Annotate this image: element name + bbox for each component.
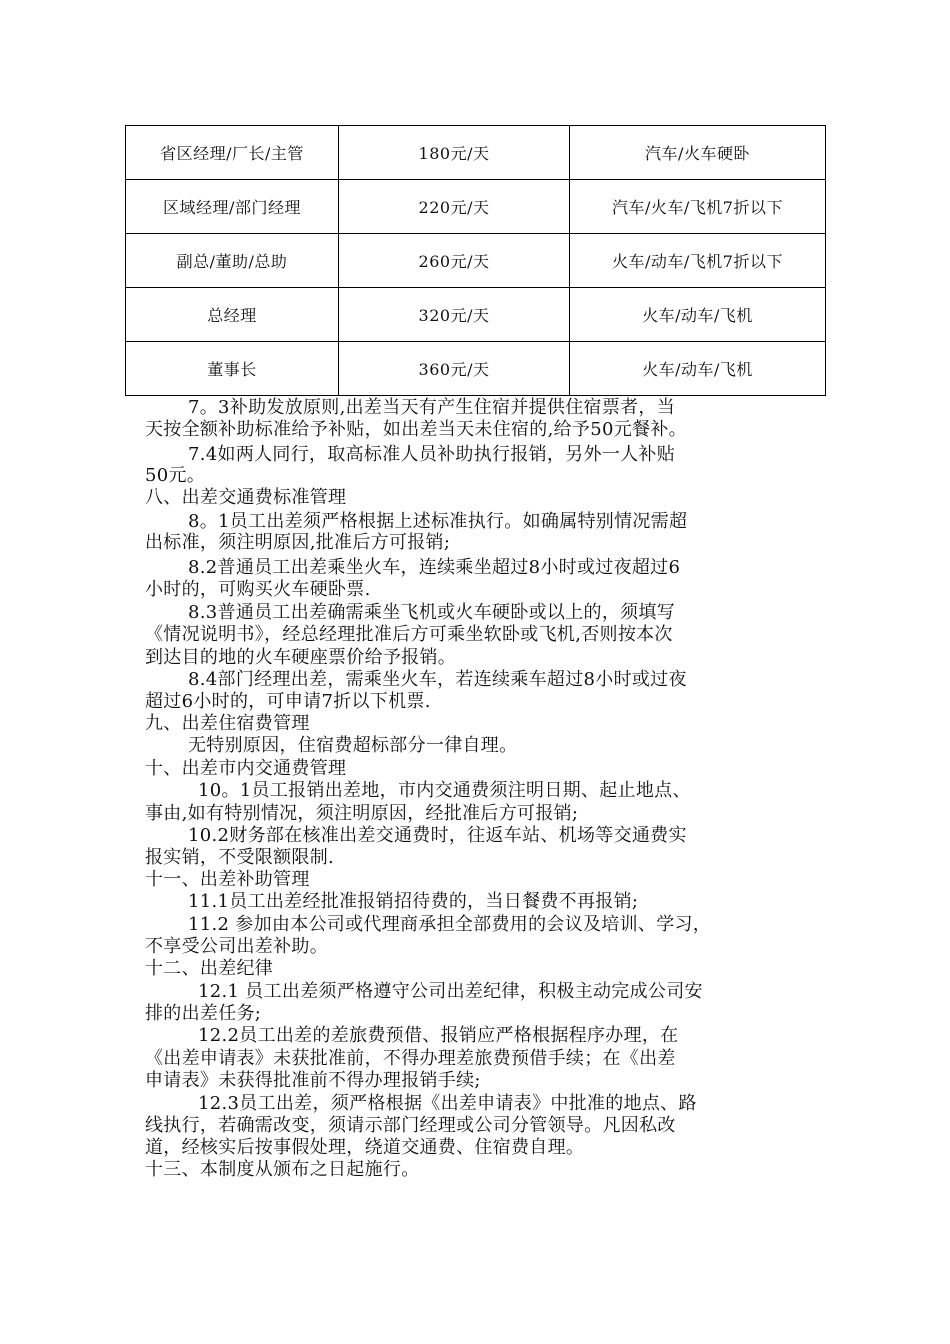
text-line: 无特别原因，住宿费超标部分一律自理。: [188, 735, 518, 756]
text-line: 十、出差市内交通费管理: [145, 758, 347, 779]
text-line: 10.2财务部在核准出差交通费时，往返车站、机场等交通费实: [188, 825, 687, 846]
table-cell-transport: 火车/动车/飞机: [570, 342, 826, 396]
text-line: 八、出差交通费标准管理: [145, 487, 347, 508]
text-line: 《出差申请表》未获批准前，不得办理差旅费预借手续；在《出差: [145, 1048, 676, 1069]
table-cell-position: 省区经理/厂长/主管: [126, 126, 339, 180]
text-line: 11.2 参加由本公司或代理商承担全部费用的会议及培训、学习，: [188, 914, 712, 935]
text-line: 12.2员工出差的差旅费预借、报销应严格根据程序办理，在: [198, 1025, 679, 1046]
table-cell-position: 总经理: [126, 288, 339, 342]
text-line: 天按全额补助标准给予补贴，如出差当天未住宿的,给予50元餐补。: [145, 419, 687, 440]
text-line: 10。1员工报销出差地，市内交通费须注明日期、起止地点、: [198, 780, 691, 801]
table-row: [126, 180, 826, 234]
text-line: 小时的，可购买火车硬卧票.: [145, 579, 371, 600]
table-row: [126, 288, 826, 342]
text-line: 十二、出差纪律: [145, 958, 274, 979]
text-line: 道，经核实后按事假处理，绕道交通费、住宿费自理。: [145, 1137, 585, 1158]
text-line: 不享受公司出差补助。: [145, 936, 328, 957]
text-line: 8.3普通员工出差确需乘坐飞机或火车硬卧或以上的，须填写: [188, 602, 676, 623]
table-cell-position: 董事长: [126, 342, 339, 396]
table-cell-allowance: 260元/天: [339, 234, 570, 288]
table-cell-allowance: 360元/天: [339, 342, 570, 396]
allowance-table: [125, 125, 826, 396]
text-line: 九、出差住宿费管理: [145, 713, 310, 734]
table-cell-position: 副总/董助/总助: [126, 234, 339, 288]
table-cell-transport: 汽车/火车/飞机7折以下: [570, 180, 826, 234]
text-line: 11.1员工出差经批准报销招待费的，当日餐费不再报销;: [188, 891, 639, 912]
text-line: 申请表》未获得批准前不得办理报销手续;: [145, 1070, 481, 1091]
text-line: 8.4部门经理出差，需乘坐火车，若连续乘车超过8小时或过夜: [188, 669, 687, 690]
text-line: 排的出差任务;: [145, 1003, 262, 1024]
table-cell-allowance: 180元/天: [339, 126, 570, 180]
text-line: 事由,如有特别情况，须注明原因，经批准后方可报销;: [145, 803, 579, 824]
text-line: 到达目的地的火车硬座票价给予报销。: [145, 647, 457, 668]
table-cell-transport: 火车/动车/飞机: [570, 288, 826, 342]
table-row: [126, 342, 826, 396]
table-row: [126, 234, 826, 288]
text-line: 12.1 员工出差须严格遵守公司出差纪律，积极主动完成公司安: [198, 981, 703, 1002]
text-line: 50元。: [145, 465, 206, 486]
text-line: 7.4如两人同行，取高标准人员补助执行报销，另外一人补贴: [188, 444, 676, 465]
text-line: 12.3员工出差，须严格根据《出差申请表》中批准的地点、路: [198, 1093, 697, 1114]
text-line: 8.2普通员工出差乘坐火车，连续乘坐超过8小时或过夜超过6: [188, 557, 681, 578]
text-line: 8。1员工出差须严格根据上述标准执行。如确属特别情况需超: [188, 511, 688, 532]
table-row: [126, 126, 826, 180]
text-line: 超过6小时的，可申请7折以下机票.: [145, 691, 431, 712]
table-cell-transport: 火车/动车/飞机7折以下: [570, 234, 826, 288]
text-line: 十一、出差补助管理: [145, 869, 310, 890]
text-line: 《情况说明书》，经总经理批准后方可乘坐软卧或飞机,否则按本次: [145, 624, 673, 645]
table-cell-transport: 汽车/火车硬卧: [570, 126, 826, 180]
table-cell-position: 区域经理/部门经理: [126, 180, 339, 234]
text-line: 报实销，不受限额限制.: [145, 847, 335, 868]
text-line: 7。3补助发放原则,出差当天有产生住宿并提供住宿票者，当: [188, 397, 676, 418]
table-cell-allowance: 220元/天: [339, 180, 570, 234]
text-line: 线执行，若确需改变，须请示部门经理或公司分管领导。凡因私改: [145, 1115, 676, 1136]
text-line: 十三、本制度从颁布之日起施行。: [145, 1159, 420, 1180]
table-cell-allowance: 320元/天: [339, 288, 570, 342]
text-line: 出标准，须注明原因,批准后方可报销;: [145, 532, 451, 553]
